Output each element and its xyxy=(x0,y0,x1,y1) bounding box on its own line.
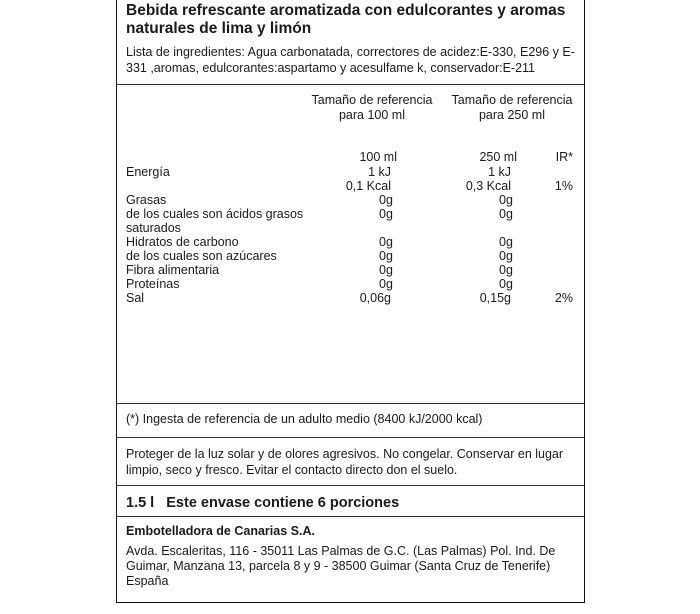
energy-kcal-250: 0,3 Kcal xyxy=(465,179,511,193)
protein-label: Proteínas xyxy=(126,277,180,291)
address-line-3: España xyxy=(126,574,169,588)
fat-250: 0g xyxy=(499,193,513,207)
protein-250: 0g xyxy=(499,277,513,291)
storage-instructions: Proteger de la luz solar y de olores agresivos. No congelar. Conservar en lugar limpio, seco y fresco. Evitar el contacto directo don el suelo. xyxy=(126,447,564,477)
ref-100-header-line2: para 100 ml xyxy=(338,108,405,122)
salt-250: 0,15g xyxy=(479,291,511,305)
address-line-2: Guimar, Manzana 13, parcela 8 y 9 - 38500 Guimar (Santa Cruz de Tenerife) xyxy=(126,559,551,573)
reference-intake-note: (*) Ingesta de referencia de un adulto medio (8400 kJ/2000 kcal) xyxy=(126,412,483,426)
fat-label: Grasas xyxy=(126,193,167,207)
nutrition-label xyxy=(116,0,585,603)
carbs-100: 0g xyxy=(379,235,393,249)
company-address xyxy=(126,544,576,589)
sugars-250: 0g xyxy=(499,249,513,263)
divider xyxy=(117,485,584,486)
energy-kj-100: 1 kJ xyxy=(368,165,391,179)
sugars-label: de los cuales son azúcares xyxy=(126,249,277,263)
divider xyxy=(117,516,584,517)
satfat-label-line1: de los cuales son ácidos grasos xyxy=(126,207,304,221)
address-line-1: Avda. Escaleritas, 116 - 35011 Las Palmas de G.C. (Las Palmas) Pol. Ind. De xyxy=(126,544,556,558)
protein-100: 0g xyxy=(379,277,393,291)
package-volume: 1.5 l xyxy=(126,495,155,511)
product-title: Bebida refrescante aromatizada con edulcorantes y aromas naturales de lima y limón xyxy=(126,2,566,37)
energy-ir: 1% xyxy=(554,179,573,193)
ref-100-header-line1: Tamaño de referencia xyxy=(311,93,433,107)
satfat-label-line2: saturados xyxy=(126,221,181,235)
package-portions xyxy=(126,495,399,511)
ref-250-header-line1: Tamaño de referencia xyxy=(451,93,573,107)
salt-100: 0,06g xyxy=(359,291,391,305)
divider xyxy=(117,437,584,438)
portions-text: Este envase contiene 6 porciones xyxy=(166,495,400,511)
divider xyxy=(117,84,584,85)
fibre-label: Fibra alimentaria xyxy=(126,263,220,277)
carbs-250: 0g xyxy=(499,235,513,249)
ref-250-header-line2: para 250 ml xyxy=(478,108,545,122)
energy-kcal-100: 0,1 Kcal xyxy=(345,179,391,193)
energy-kj-250: 1 kJ xyxy=(488,165,511,179)
salt-ir: 2% xyxy=(554,291,573,305)
ingredients-list: Lista de ingredientes: Agua carbonatada, correctores de acidez:E-330, E296 y E-331 ,aromas, edulcorantes:aspartamo y acesulfame k, conservador:E-211 xyxy=(126,45,575,75)
fat-100: 0g xyxy=(379,193,393,207)
salt-label: Sal xyxy=(126,291,145,305)
carbs-label: Hidratos de carbono xyxy=(126,235,239,249)
col-250ml-header: 250 ml xyxy=(479,150,517,164)
divider xyxy=(117,403,584,404)
col-100ml-header: 100 ml xyxy=(359,150,397,164)
company-name: Embotelladora de Canarias S.A. xyxy=(126,524,315,538)
fibre-100: 0g xyxy=(379,263,393,277)
sugars-100: 0g xyxy=(379,249,393,263)
fibre-250: 0g xyxy=(499,263,513,277)
col-ir-header: IR* xyxy=(555,150,573,164)
energy-label: Energía xyxy=(126,165,170,179)
satfat-250: 0g xyxy=(499,207,513,221)
satfat-100: 0g xyxy=(379,207,393,221)
